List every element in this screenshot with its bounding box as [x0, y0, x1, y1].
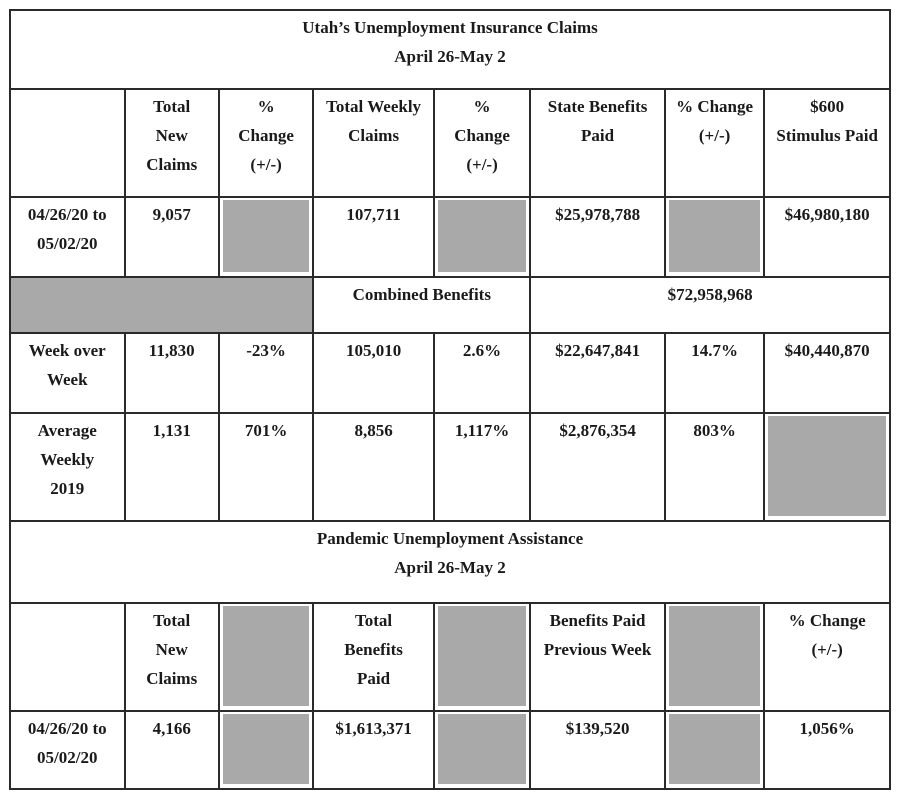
header-percent-change-claims: % Change (+/-)	[219, 89, 313, 197]
unemployment-claims-table	[9, 9, 891, 790]
pua-header-benefits-paid-previous-week: Benefits Paid Previous Week	[530, 603, 665, 711]
shaded-cell	[665, 603, 764, 711]
ui-title-line2: April 26-May 2	[394, 47, 506, 66]
table-row	[10, 711, 890, 789]
header-total-weekly-claims: Total Weekly Claims	[313, 89, 434, 197]
shaded-cell	[219, 711, 313, 789]
combined-benefits-label: Combined Benefits	[313, 277, 530, 333]
pua-header-total-benefits-paid: Total Benefits Paid	[313, 603, 434, 711]
pua-cell-percent-change: 1,056%	[764, 711, 890, 789]
row-label-current-week: 04/26/20 to 05/02/20	[10, 197, 125, 277]
claims-report	[9, 9, 891, 790]
pua-table-title	[10, 521, 890, 603]
shaded-cell	[219, 197, 313, 277]
shaded-cell	[10, 277, 313, 333]
shaded-cell	[219, 603, 313, 711]
cell-total-new-claims: 11,830	[125, 333, 219, 413]
row-label-average-weekly-2019: Average Weekly 2019	[10, 413, 125, 521]
header-percent-change-benefits: % Change (+/-)	[665, 89, 764, 197]
combined-benefits-value: $72,958,968	[530, 277, 890, 333]
pua-row-label-current-week: 04/26/20 to 05/02/20	[10, 711, 125, 789]
cell-state-benefits-paid: $2,876,354	[530, 413, 665, 521]
cell-total-weekly-claims: 105,010	[313, 333, 434, 413]
pua-title-line2: April 26-May 2	[394, 558, 506, 577]
shaded-cell	[434, 711, 530, 789]
table-row	[10, 413, 890, 521]
pua-header-percent-change: % Change (+/-)	[764, 603, 890, 711]
shaded-cell	[665, 711, 764, 789]
shaded-cell	[434, 197, 530, 277]
pua-cell-benefits-paid-previous-week: $139,520	[530, 711, 665, 789]
cell-total-weekly-claims: 107,711	[313, 197, 434, 277]
empty-header-cell	[10, 603, 125, 711]
cell-state-benefits-paid: $22,647,841	[530, 333, 665, 413]
table-row	[10, 197, 890, 277]
cell-state-benefits-paid: $25,978,788	[530, 197, 665, 277]
shaded-cell	[434, 603, 530, 711]
pua-title-line1: Pandemic Unemployment Assistance	[316, 529, 584, 548]
cell-percent-change-claims: 701%	[219, 413, 313, 521]
cell-total-new-claims: 9,057	[125, 197, 219, 277]
table-row	[10, 333, 890, 413]
empty-header-cell	[10, 89, 125, 197]
cell-percent-change-claims: -23%	[219, 333, 313, 413]
ui-title-line1: Utah’s Unemployment Insurance Claims	[302, 18, 598, 37]
shaded-cell	[665, 197, 764, 277]
cell-percent-change-benefits: 14.7%	[665, 333, 764, 413]
header-percent-change-weekly: % Change (+/-)	[434, 89, 530, 197]
header-total-new-claims: Total New Claims	[125, 89, 219, 197]
cell-percent-change-weekly: 2.6%	[434, 333, 530, 413]
pua-cell-total-new-claims: 4,166	[125, 711, 219, 789]
ui-header-row	[10, 89, 890, 197]
cell-stimulus-paid: $46,980,180	[764, 197, 890, 277]
pua-header-row	[10, 603, 890, 711]
row-label-week-over-week: Week over Week	[10, 333, 125, 413]
cell-stimulus-paid: $40,440,870	[764, 333, 890, 413]
pua-cell-total-benefits-paid: $1,613,371	[313, 711, 434, 789]
cell-percent-change-benefits: 803%	[665, 413, 764, 521]
ui-table-title	[10, 10, 890, 89]
table-row	[10, 277, 890, 333]
cell-total-weekly-claims: 8,856	[313, 413, 434, 521]
pua-header-total-new-claims: Total New Claims	[125, 603, 219, 711]
cell-percent-change-weekly: 1,117%	[434, 413, 530, 521]
cell-total-new-claims: 1,131	[125, 413, 219, 521]
header-state-benefits-paid: State Benefits Paid	[530, 89, 665, 197]
header-stimulus-paid: $600 Stimulus Paid	[764, 89, 890, 197]
shaded-cell	[764, 413, 890, 521]
